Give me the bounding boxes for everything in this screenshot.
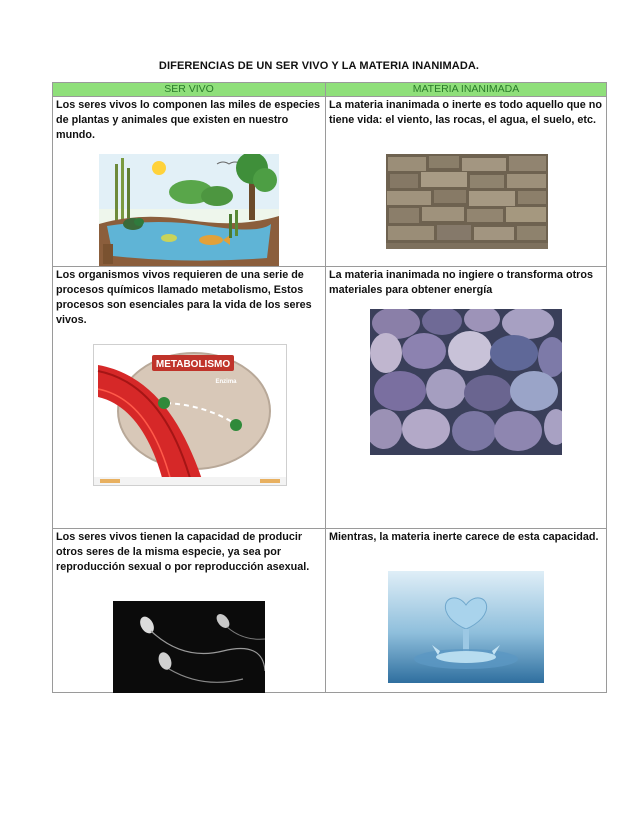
stone-wall-image	[386, 154, 548, 249]
table-row	[53, 529, 607, 693]
cell-ser-vivo-2	[53, 267, 326, 529]
cell-text: Mientras, la materia inerte carece de esta capacidad.	[329, 531, 599, 543]
cell-materia-inanimada-3	[326, 529, 607, 693]
header-materia-inanimada: MATERIA INANIMADA	[326, 83, 607, 97]
table-row	[53, 267, 607, 529]
cell-text: Los seres vivos tienen la capacidad de producir otros seres de la misma especie, ya sea por reproducción sexual o por reproducción asexual.	[56, 531, 310, 573]
table-row	[53, 97, 607, 267]
enzyme-label: Enzima	[215, 379, 237, 385]
cell-materia-inanimada-2	[326, 267, 607, 529]
metabolism-image	[93, 344, 287, 486]
cell-ser-vivo-1	[53, 97, 326, 267]
comparison-table	[52, 82, 607, 693]
cell-text: La materia inanimada no ingiere o transforma otros materiales para obtener energía	[329, 269, 593, 296]
table-header-row	[53, 83, 607, 97]
cell-ser-vivo-3	[53, 529, 326, 693]
document-title: DIFERENCIAS DE UN SER VIVO Y LA MATERIA INANIMADA.	[158, 60, 480, 72]
cell-text: Los organismos vivos requieren de una serie de procesos químicos llamado metabolismo, Estos procesos son esenciales para la vida de los seres vivos.	[56, 269, 312, 326]
pebbles-image	[370, 309, 562, 455]
metabolism-label: METABOLISMO	[155, 359, 231, 370]
cell-materia-inanimada-1	[326, 97, 607, 267]
header-ser-vivo: SER VIVO	[53, 83, 326, 97]
cell-text: Los seres vivos lo componen las miles de especies de plantas y animales que existen en nuestro mundo.	[56, 99, 321, 141]
sperm-image	[113, 601, 265, 693]
water-heart-image	[388, 571, 544, 683]
cell-text: La materia inanimada o inerte es todo aquello que no tiene vida: el viento, las rocas, el agua, el suelo, etc.	[329, 99, 602, 126]
ecosystem-image	[99, 154, 279, 266]
